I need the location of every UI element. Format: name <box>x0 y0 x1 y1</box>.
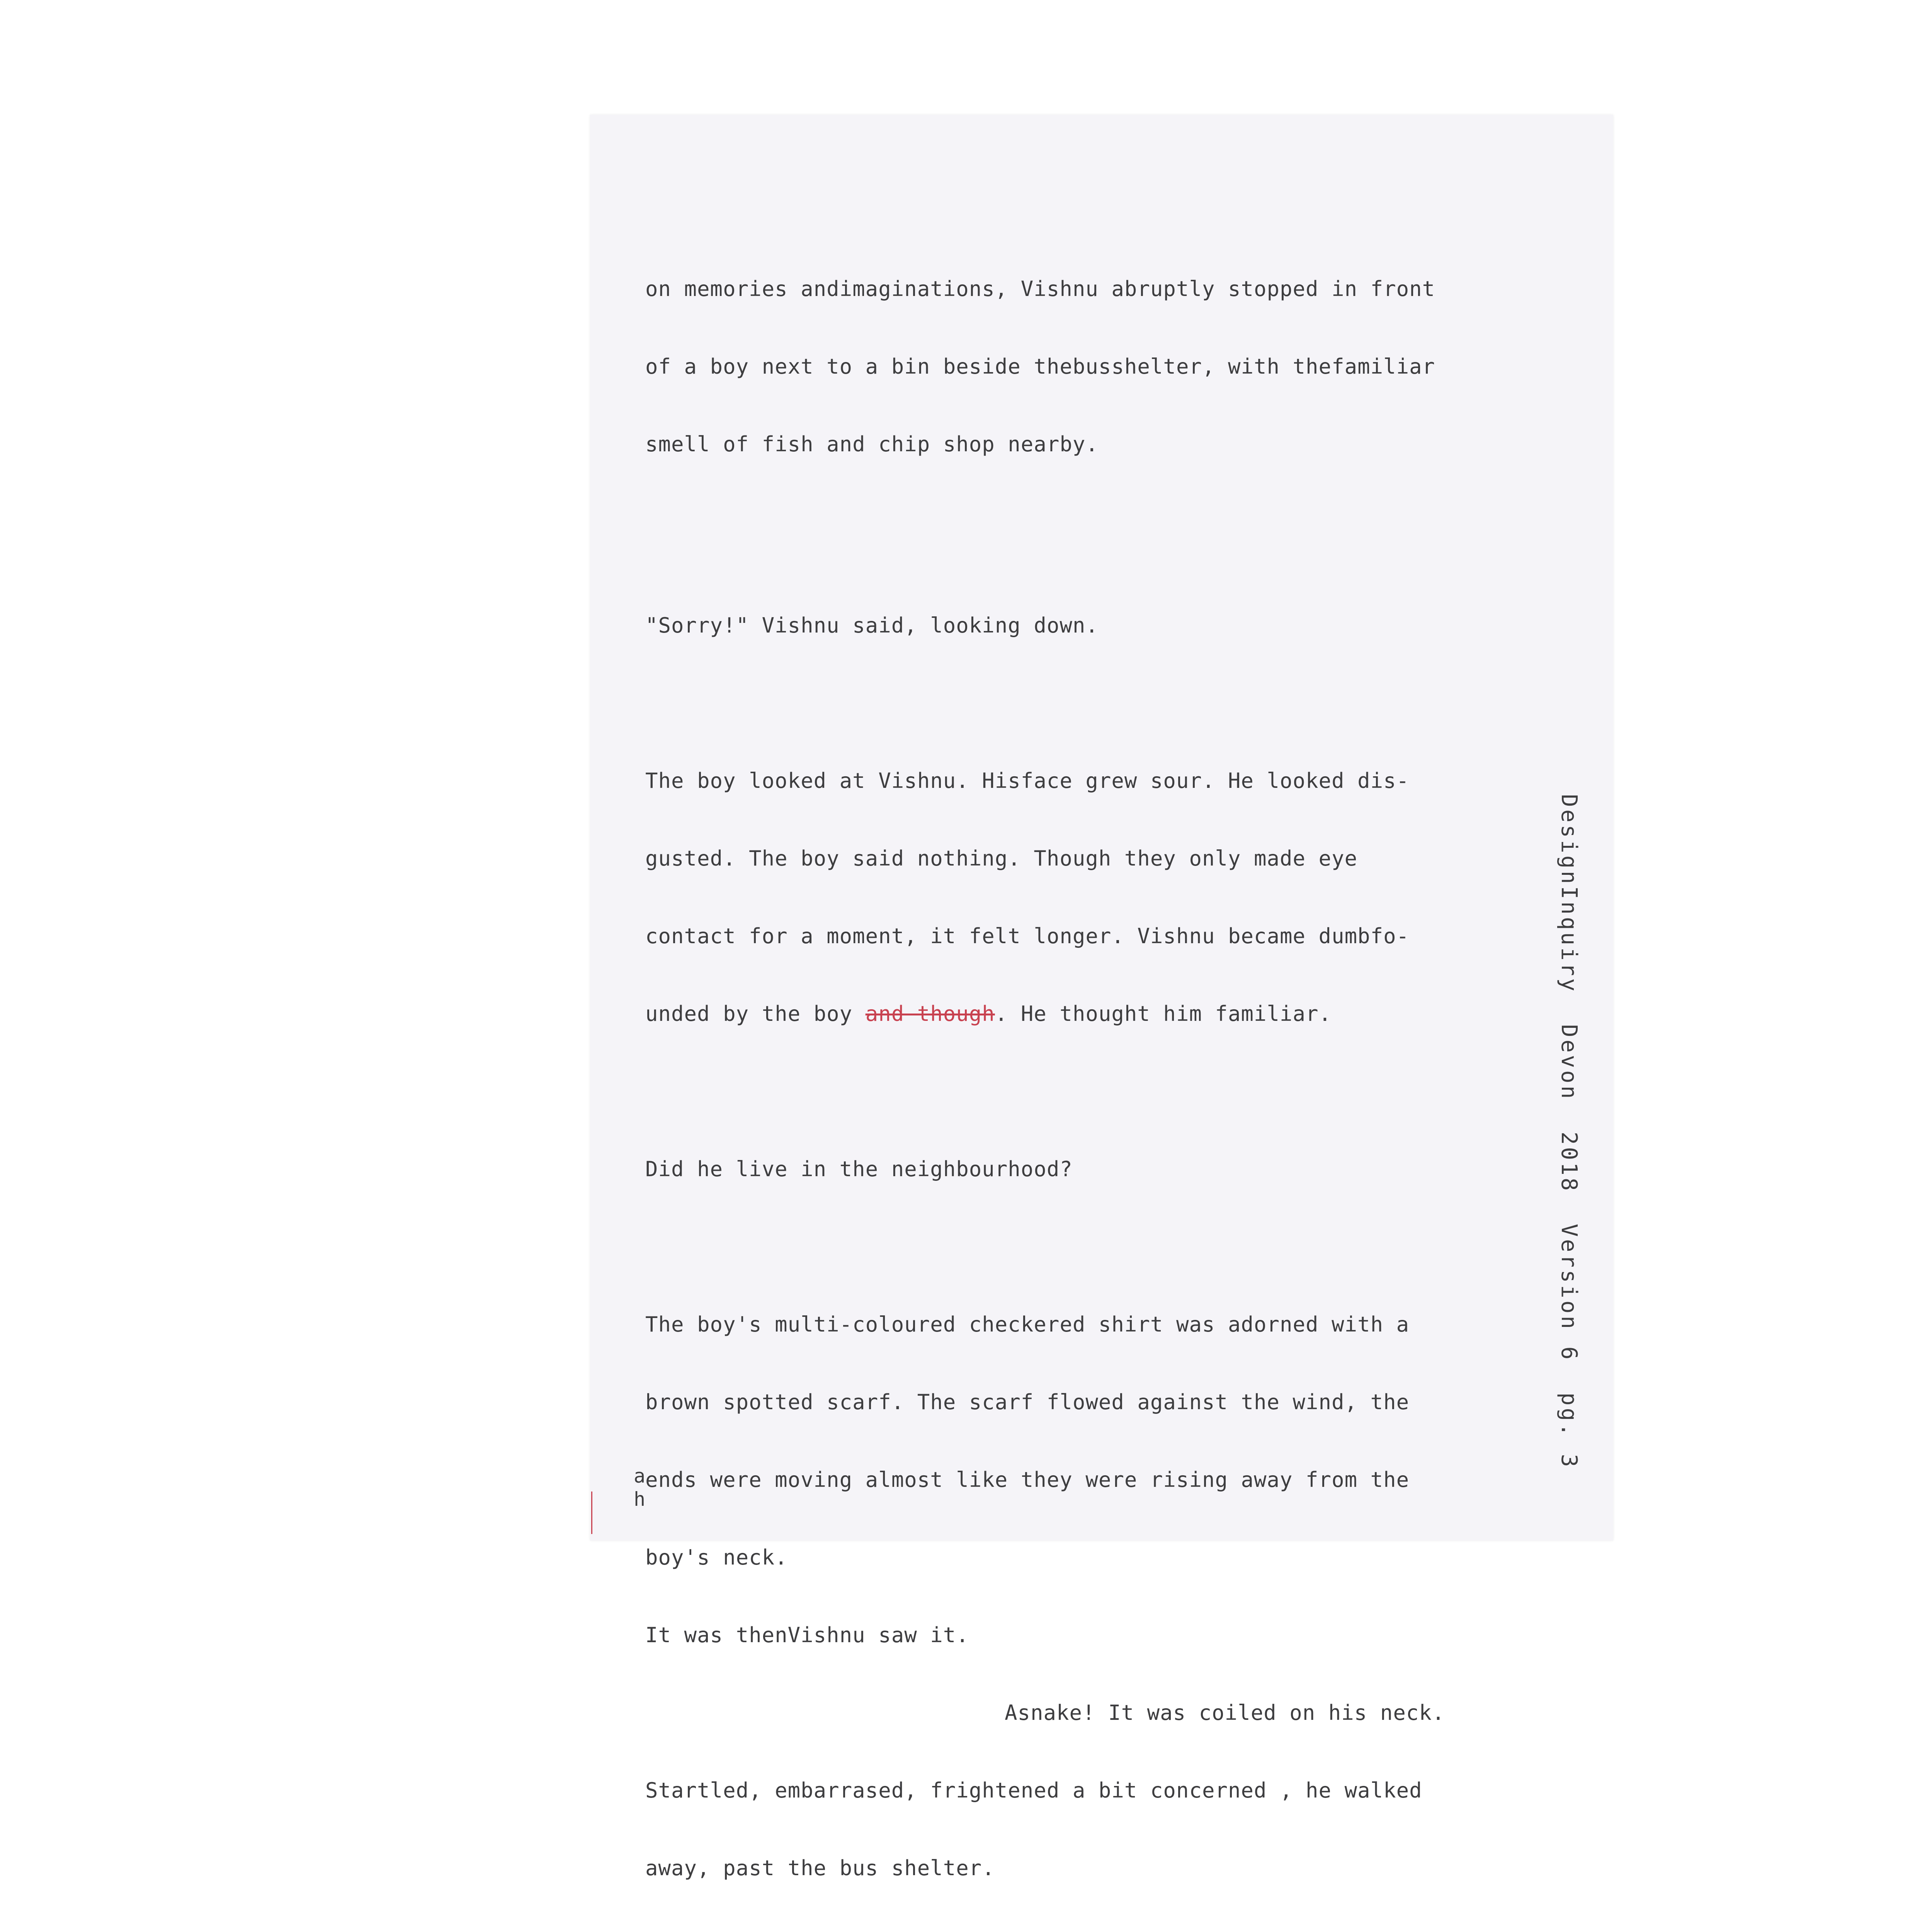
text-line: contact for a moment, it felt longer. Vishnu became dumbfo- <box>645 924 1410 948</box>
paragraph-3 <box>645 716 1519 1078</box>
text-line: smell of fish and chip shop nearby. <box>645 432 1099 456</box>
text-line: Did he live in the neighbourhood? <box>645 1157 1073 1181</box>
text-line: brown spotted scarf. The scarf flowed against the wind, the <box>645 1390 1410 1414</box>
paragraph-4 <box>645 1104 1519 1234</box>
text-line: away, past the bus shelter. <box>645 1856 995 1880</box>
paragraph-2 <box>645 561 1519 690</box>
text-line: gusted. The boy said nothing. Though they only made eye <box>645 846 1358 871</box>
footer-letter: a <box>634 1465 646 1487</box>
text-line: "Sorry!" Vishnu said, looking down. <box>645 613 1099 638</box>
footer-letter: h <box>634 1488 646 1510</box>
side-note-vertical: DesignInquiry Devon 2018 Version 6 pg. 3 <box>1556 794 1582 1469</box>
text-line: on memories andimaginations, Vishnu abruptly stopped in front <box>645 277 1435 301</box>
text-fragment: unded by the boy <box>645 1002 866 1026</box>
typed-text-body <box>645 224 1519 1932</box>
text-line: The boy looked at Vishnu. Hisface grew sour. He looked dis- <box>645 769 1410 793</box>
text-line: ends were moving almost like they were rising away from the <box>645 1468 1410 1492</box>
paragraph-5 <box>645 1260 1519 1932</box>
text-line: It was thenVishnu saw it. <box>645 1623 969 1647</box>
struck-text: and though <box>865 1002 995 1026</box>
text-line: The boy's multi-coloured checkered shirt was adorned with a <box>645 1312 1410 1337</box>
red-edge-mark <box>591 1492 592 1534</box>
paragraph-1 <box>645 224 1519 509</box>
footer-letters <box>634 1464 645 1511</box>
indented-line: Asnake! It was coiled on his neck. <box>1005 1701 1445 1725</box>
text-line: Startled, embarrased, frightened a bit concerned , he walked <box>645 1778 1422 1803</box>
text-line: boy's neck. <box>645 1545 788 1570</box>
text-line: of a boy next to a bin beside thebusshelter, with thefamiliar <box>645 354 1435 379</box>
text-line <box>645 1001 1519 1027</box>
text-fragment: . He thought him familiar. <box>995 1002 1332 1026</box>
